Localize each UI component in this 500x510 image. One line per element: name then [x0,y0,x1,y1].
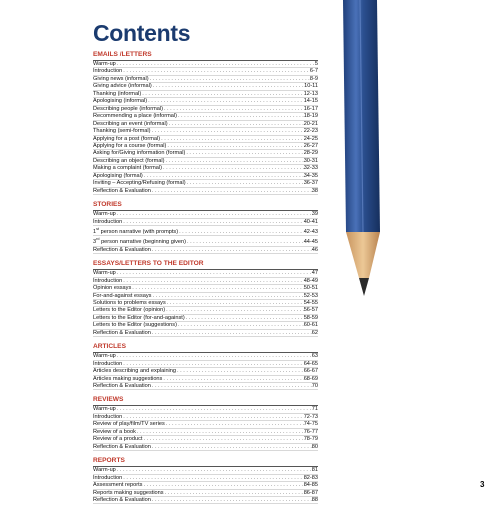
entry-page: 47 [311,270,318,277]
section-heading: STORIES [93,201,122,209]
entry-page: 18-19 [303,113,318,120]
toc-entry [93,444,318,451]
entry-page: 66-67 [303,368,318,375]
page-number: 3 [480,480,485,489]
dot-leader [151,128,304,134]
entry-page: 71 [311,406,318,413]
toc-entry [93,236,318,246]
dot-leader [116,61,315,67]
toc-entry [93,467,318,474]
entry-page: 76-77 [303,428,318,435]
toc-entry [93,247,318,254]
entry-page: 60-61 [303,322,318,329]
dot-leader [163,106,304,112]
entry-title: Assessment reports [93,482,143,489]
toc-entry [93,106,318,113]
toc-entry [93,76,318,83]
toc-entry [93,361,318,368]
section-heading: ARTICLES [93,343,126,351]
toc-section [93,457,318,504]
entry-page: 38 [311,187,318,194]
entry-title: Articles making suggestions [93,375,163,382]
entry-page: 58-59 [303,314,318,321]
entry-page: 81 [311,467,318,474]
entry-title: Warm-up [93,467,116,474]
toc-section [93,51,318,195]
dot-leader [177,113,304,119]
entry-page: 14-15 [303,98,318,105]
dot-leader [116,406,312,412]
entry-title: Describing an event (informal) [93,120,168,127]
toc-entry [93,376,318,383]
toc-section [93,260,318,337]
toc-entry [93,136,318,143]
entry-title: Reflection & Evaluation [93,187,151,194]
toc-entry [93,497,318,504]
table-of-contents [93,51,318,510]
toc-entry [93,482,318,489]
toc-entry [93,150,318,157]
dot-leader [122,475,303,481]
dot-leader [166,300,304,306]
dot-leader [116,211,312,217]
dot-leader [131,285,303,291]
toc-entry [93,278,318,285]
entry-page: 30-31 [303,157,318,164]
entry-title: Inviting – Accepting/Refusing (formal) [93,180,186,187]
toc-entry [93,91,318,98]
toc-entry [93,188,318,195]
dot-leader [166,143,303,149]
entry-title: Warm-up [93,270,116,277]
toc-entry [93,490,318,497]
entry-page: 20-21 [303,120,318,127]
entry-page: 72-73 [303,413,318,420]
dot-leader [143,173,304,179]
entry-page: 8-9 [309,75,318,82]
entry-title: Asking for/Giving information (formal) [93,150,186,157]
entry-page: 12-13 [303,90,318,97]
entry-title: Describing an object (formal) [93,157,165,164]
toc-entry [93,293,318,300]
toc-entry [93,121,318,128]
toc-section [93,343,318,390]
dot-leader [165,158,304,164]
entry-title: Applying for a course (formal) [93,142,167,149]
page-title: Contents [93,20,191,46]
toc-entry [93,173,318,180]
entry-page: 24-25 [303,135,318,142]
toc-entry [93,285,318,292]
entry-page: 64-65 [303,360,318,367]
dot-leader [185,315,304,321]
dot-leader [122,361,303,367]
entry-page: 10-11 [304,83,318,90]
entry-page: 78-79 [303,436,318,443]
toc-section [93,201,318,254]
entry-title: Applying for a post (formal) [93,135,161,142]
toc-entry [93,270,318,277]
dot-leader [152,83,304,89]
entry-page: 16-17 [303,105,318,112]
entry-page: 88 [311,497,318,504]
dot-leader [164,490,304,496]
entry-page: 6-7 [309,68,318,75]
toc-entry [93,226,318,236]
entry-page: 50-51 [303,285,318,292]
entry-title: 1st person narrative (with prompts) [93,227,179,235]
entry-page: 36-37 [303,180,318,187]
entry-page: 22-23 [303,128,318,135]
dot-leader [176,368,304,374]
dot-leader [122,68,310,74]
toc-entry [93,158,318,165]
entry-page: 54-55 [303,299,318,306]
dot-leader [141,91,304,97]
entry-title: Review of a product [93,436,143,443]
entry-title: Review of a book [93,428,136,435]
toc-entry [93,61,318,68]
entry-title: Review of play/film/TV series [93,421,165,428]
entry-title: Opinion essays [93,285,132,292]
entry-page: 42-43 [303,228,318,235]
entry-title: Describing people (informal) [93,105,163,112]
toc-entry [93,429,318,436]
dot-leader [165,307,304,313]
entry-title: Reflection & Evaluation [93,383,151,390]
dot-leader [162,165,304,171]
dot-leader [116,353,312,359]
dot-leader [185,150,303,156]
toc-entry [93,300,318,307]
dot-leader [142,482,303,488]
entry-title: Giving advice (informal) [93,83,152,90]
toc-entry [93,143,318,150]
entry-title: Letters to the Editor (for-and-against) [93,314,185,321]
toc-entry [93,406,318,413]
entry-title: Solutions to problems essays [93,299,166,306]
toc-entry [93,436,318,443]
toc-entry [93,180,318,187]
entry-title: Thanking (informal) [93,90,142,97]
dot-leader [160,136,304,142]
entry-page: 82-83 [303,474,318,481]
pencil-illustration [325,0,395,300]
toc-entry [93,165,318,172]
dot-leader [162,376,303,382]
entry-title: For-and-against essays [93,292,152,299]
entry-title: Warm-up [93,211,116,218]
toc-entry [93,128,318,135]
entry-title: Reflection & Evaluation [93,329,151,336]
toc-entry [93,211,318,218]
entry-page: 28-29 [303,150,318,157]
section-heading: REVIEWS [93,396,124,404]
dot-leader [116,467,312,473]
entry-page: 39 [311,211,318,218]
entry-page: 32-33 [303,165,318,172]
entry-title: Reflection & Evaluation [93,497,151,504]
entry-page: 74-75 [303,421,318,428]
entry-title: 3rd person narrative (beginning given) [93,237,186,246]
toc-entry [93,219,318,226]
entry-page: 40-41 [303,218,318,225]
toc-entry [93,475,318,482]
entry-title: Introduction [93,360,123,367]
entry-page: 52-53 [303,292,318,299]
dot-leader [165,421,304,427]
dot-leader [186,239,304,245]
dot-leader [178,229,304,235]
entry-page: 70 [311,383,318,390]
dot-leader [142,436,303,442]
entry-page: 44-45 [303,239,318,246]
dot-leader [168,121,304,127]
entry-page: 62 [311,329,318,336]
entry-page: 34-35 [303,172,318,179]
entry-page: 68-69 [303,375,318,382]
entry-title: Thanking (semi-formal) [93,128,151,135]
dot-leader [122,414,303,420]
entry-title: Articles describing and explaining [93,368,177,375]
entry-page: 86-87 [303,489,318,496]
dot-leader [151,330,312,336]
entry-page: 46 [311,246,318,253]
dot-leader [177,322,304,328]
toc-entry [93,330,318,337]
entry-page: 48-49 [303,277,318,284]
entry-page: 80 [311,443,318,450]
entry-title: Letters to the Editor (opinion) [93,307,166,314]
toc-entry [93,68,318,75]
toc-entry [93,414,318,421]
dot-leader [122,278,303,284]
entry-page: 63 [311,353,318,360]
section-heading: EMAILS /LETTERS [93,51,152,58]
toc-entry [93,322,318,329]
entry-title: Reflection & Evaluation [93,246,151,253]
dot-leader [116,270,312,276]
section-heading: REPORTS [93,457,125,465]
dot-leader [186,180,304,186]
toc-section [93,396,318,451]
toc-entry [93,98,318,105]
entry-title: Apologising (informal) [93,98,148,105]
entry-title: Warm-up [93,406,116,413]
entry-title: Apologising (formal) [93,172,143,179]
entry-title: Letters to the Editor (suggestions) [93,322,177,329]
toc-entry [93,353,318,360]
section-heading: ESSAYS/LETTERS TO THE EDITOR [93,260,204,268]
toc-entry [93,368,318,375]
entry-page: 5 [314,61,318,67]
dot-leader [151,497,312,503]
entry-page: 26-27 [303,142,318,149]
entry-title: Giving news (informal) [93,75,149,82]
dot-leader [151,247,312,253]
dot-leader [151,188,312,194]
entry-title: Introduction [93,68,123,75]
toc-entry [93,383,318,390]
toc-entry [93,307,318,314]
dot-leader [147,98,304,104]
entry-title: Reflection & Evaluation [93,443,151,450]
dot-leader [151,444,312,450]
entry-page: 84-85 [303,482,318,489]
toc-entry [93,421,318,428]
entry-title: Warm-up [93,61,116,67]
toc-entry [93,315,318,322]
toc-entry [93,113,318,120]
dot-leader [136,429,304,435]
entry-title: Warm-up [93,353,116,360]
toc-entry [93,83,318,90]
dot-leader [149,76,310,82]
dot-leader [151,293,303,299]
entry-page: 56-57 [303,307,318,314]
entry-title: Introduction [93,413,123,420]
entry-title: Recommending a place (informal) [93,113,177,120]
entry-title: Reports making suggestions [93,489,164,496]
entry-title: Introduction [93,218,123,225]
entry-title: Introduction [93,474,123,481]
entry-title: Introduction [93,277,123,284]
dot-leader [151,383,312,389]
entry-title: Making a complaint (formal) [93,165,163,172]
dot-leader [122,219,303,225]
